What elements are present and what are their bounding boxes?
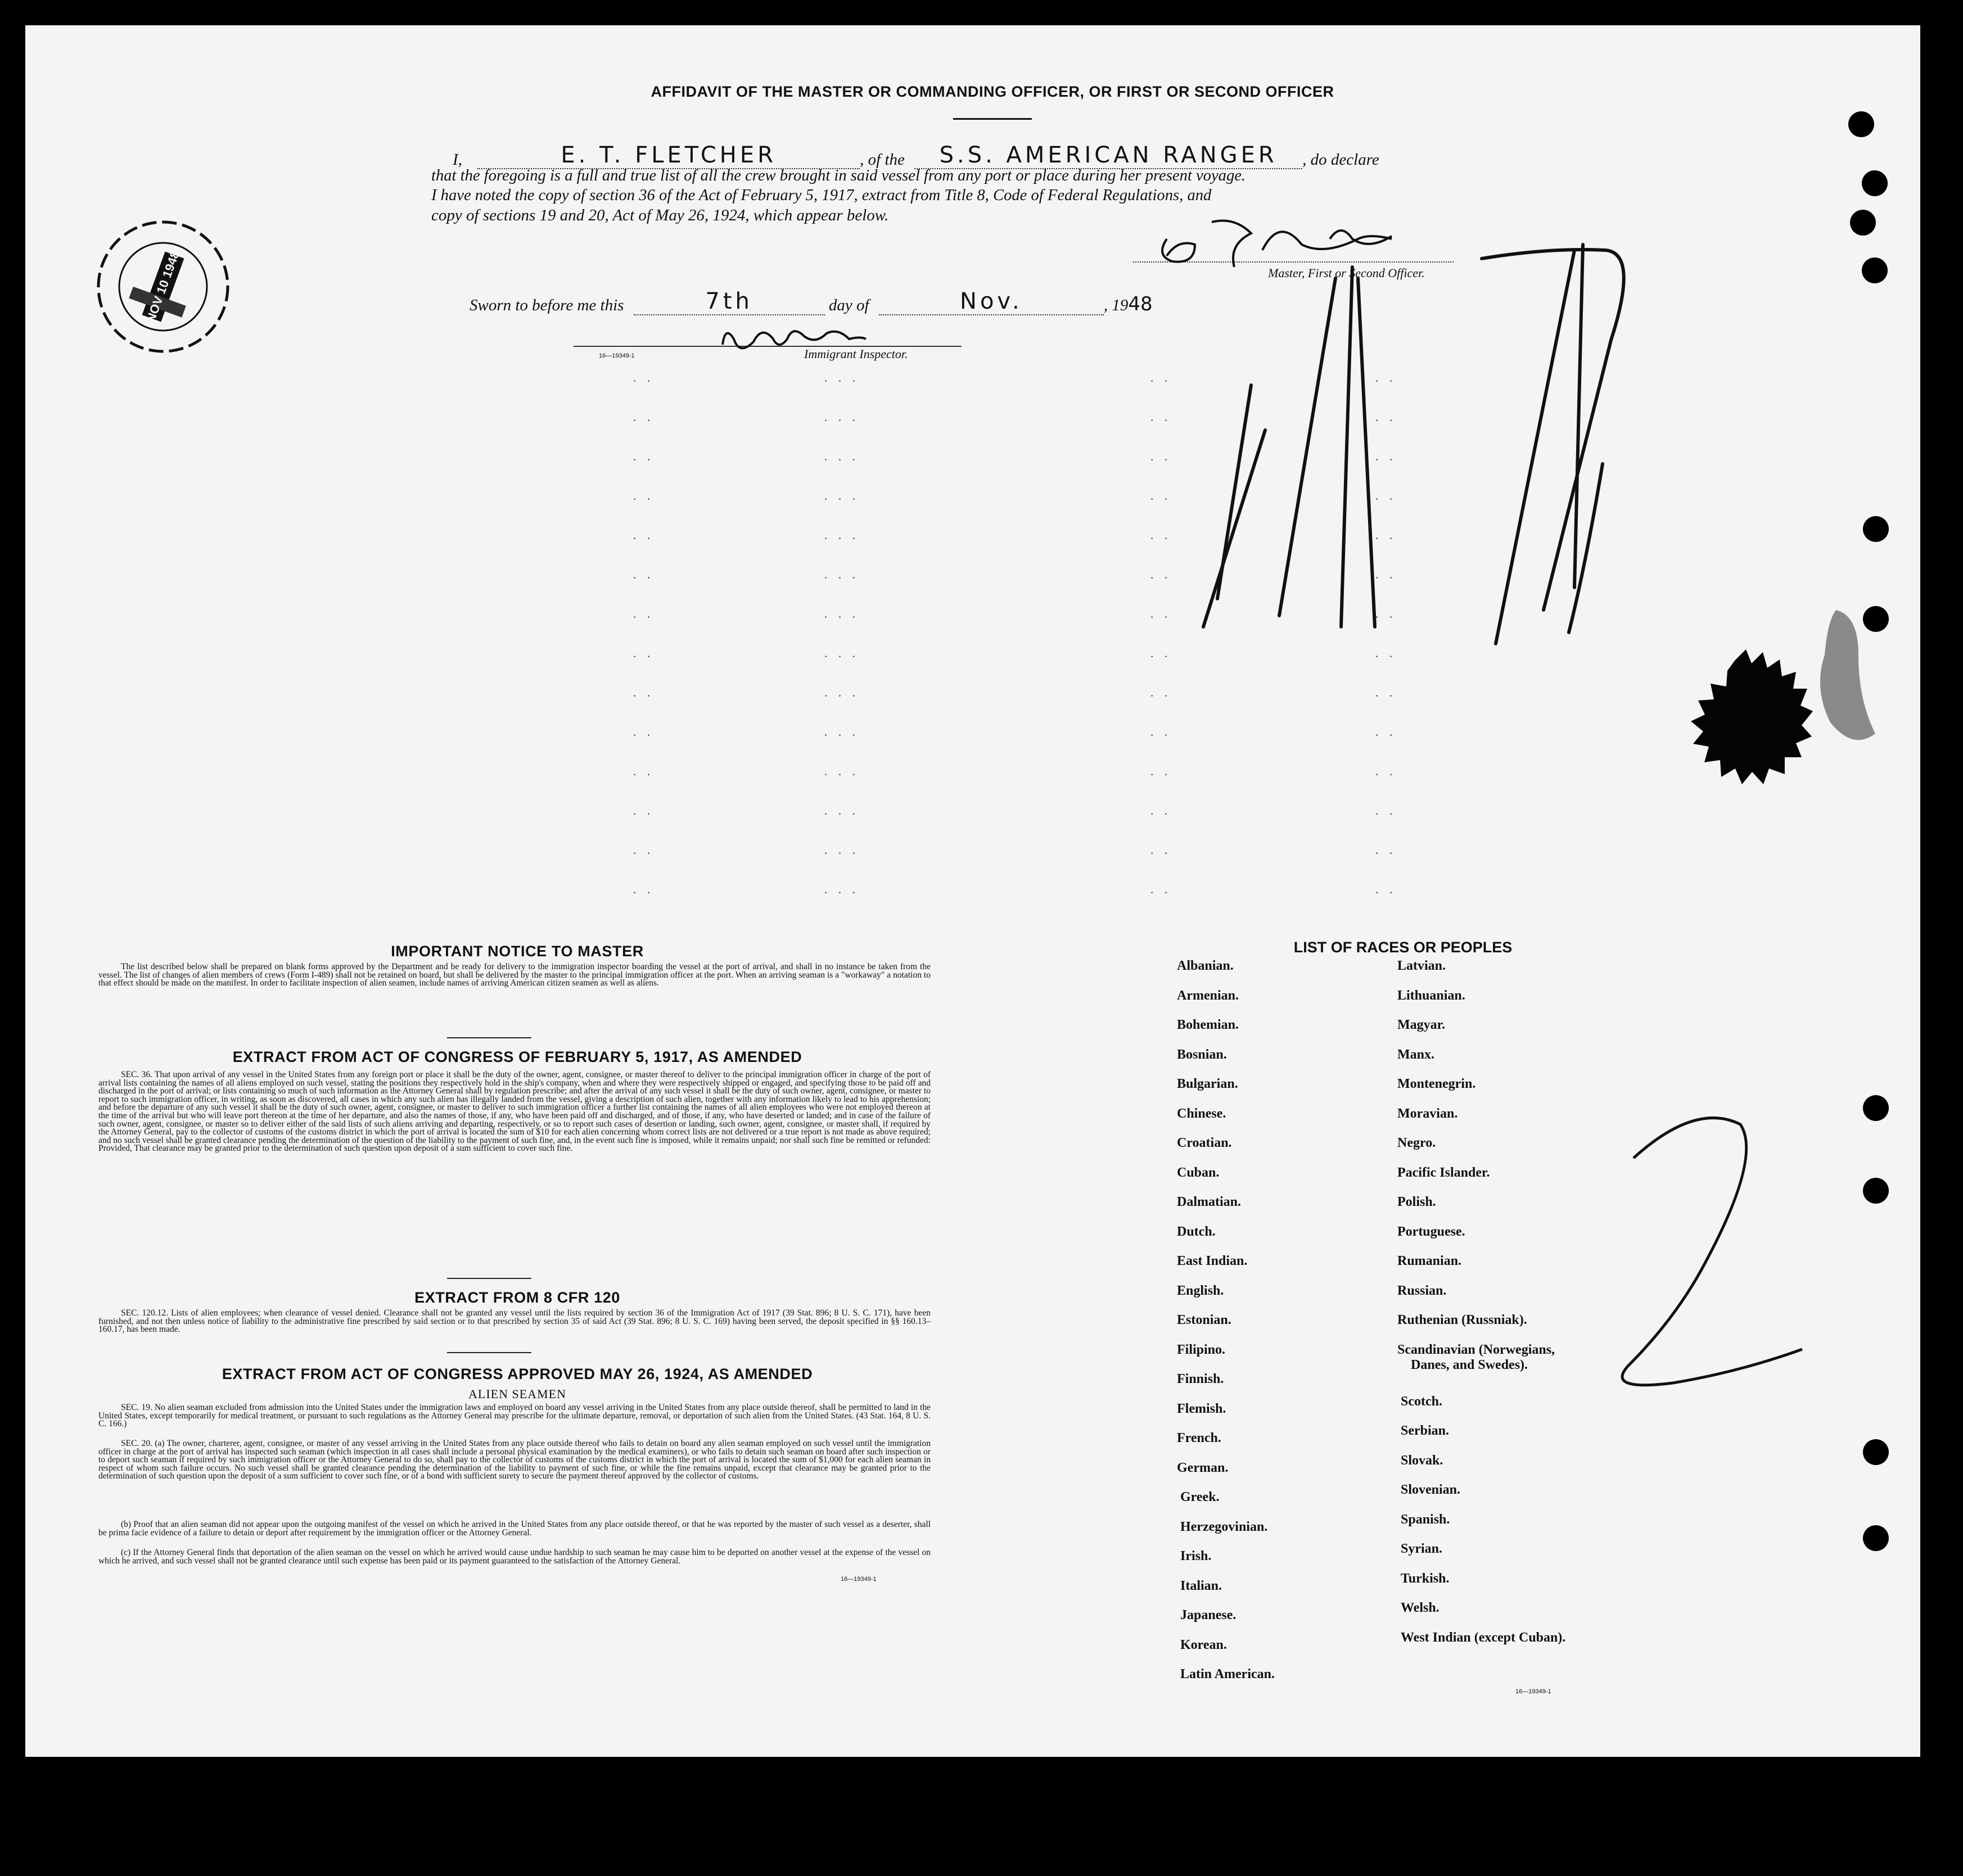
race-item: Scandinavian (Norwegians, Danes, and Swedes).: [1397, 1342, 1555, 1372]
race-item: Herzegovinian.: [1180, 1519, 1268, 1534]
extract-1924-sec20c: (c) If the Attorney General finds that deportation of the alien seaman on the vessel on which he arrived would cause undue hardship to such seaman he may cause him to be deported on another vessel at the expense of the vessel on which he arrived, and such vessel shall not be granted clearance until such expense has been paid or its payment guaranteed to the satisfaction of the Attorney General.: [98, 1548, 931, 1566]
race-item: Lithuanian.: [1397, 988, 1465, 1003]
race-item: Croatian.: [1177, 1136, 1232, 1150]
day-of-label: day of: [828, 296, 869, 314]
races-title: LIST OF RACES OR PEOPLES: [1293, 939, 1513, 956]
notary-seal-icon: [1691, 610, 1875, 784]
race-item: Greek.: [1180, 1490, 1220, 1504]
dot-guide: · · ·: [824, 453, 859, 467]
race-item: Japanese.: [1180, 1608, 1237, 1622]
stamp-date-text: NOV 10 1948: [143, 248, 183, 324]
dot-guide: · · ·: [824, 649, 859, 663]
extract-1917-body: SEC. 36. That upon arrival of any vessel in the United States from any foreign port or place it shall be the duty of the owner, agent, consignee, or master thereof to deliver to the principal immigration officer in charge of the port of arrival lists containing the names of all aliens employed on such vessel, stating the positions they respectively hold in the ship's company, when and where they were respectively shipped or engaged, and specifying those to be paid off and discharged in the port of arrival; or lists containing so much of such information as the Attorney General shall by regulation prescribe; and after the arrival of any such vessel it shall be the duty of such owner, agent, consignee, or master to report to such immigration officer, in writing, as soon as discovered, all cases in which any such alien has illegally landed from the vessel, giving a description of such alien, together with any information likely to lead to his apprehension; and before the departure of any such vessel it shall be the duty of such owner, agent, consignee, or master to deliver to such immigration officer a further list containing the names of all alien employees who were not employed thereon at the time of the arrival but who will leave port thereon at the time of her departure, and also the names of those, if any, who have been paid off and discharged, and of those, if any, who have deserted or landed; and in case of the failure of such owner, agent, consignee, or master so to deliver either of the said lists of such aliens arriving and departing, respectively, or so to report such cases of desertion or landing, such owner, agent, consignee, or master shall, if required by the Attorney General, pay to the collector of customs of the customs district in which the port of arrival is located the sum of $10 for each alien concerning whom correct lists are not delivered or a true report is not made as above required; and no such vessel shall be granted clearance pending the determination of the question of the liability to the payment of such fine, and, in the event such fine is imposed, while it remains unpaid; nor shall such fine be remitted or refunded: Provided, That clearance may be granted prior to the determination of such question upon deposit of a sum sufficient to cover such fine.: [98, 1070, 931, 1154]
handwriting-layer: [25, 25, 1920, 1757]
race-item: Portuguese.: [1397, 1224, 1465, 1239]
race-item: West Indian (except Cuban).: [1401, 1630, 1566, 1645]
i-label: I,: [453, 151, 462, 169]
race-item: Chinese.: [1177, 1106, 1226, 1121]
notice-body: The list described below shall be prepared on blank forms approved by the Department and be ready for delivery to the immigration inspector boarding the vessel at the port of arrival, and shall in no instance be taken from the vessel. The list of changes of alien members of crews (Form I-489) shall not be retained on board, but shall be delivered by the master to the principal immigration officer at the port. When an arriving seaman is a "workaway" a notation to that effect should be made on the manifest. In order to facilitate inspection of alien seamen, include names of arriving American citizen seamen as well as aliens.: [98, 962, 931, 988]
race-item: Korean.: [1180, 1637, 1227, 1652]
race-item: Syrian.: [1401, 1542, 1443, 1556]
race-item: East Indian.: [1177, 1254, 1248, 1268]
race-item: Filipino.: [1177, 1342, 1226, 1357]
dot-guide: · · ·: [824, 807, 859, 821]
race-item: Latvian.: [1397, 959, 1446, 973]
race-item: Bohemian.: [1177, 1018, 1239, 1032]
handwritten-page-number-icon: [1203, 245, 1624, 644]
race-item: Montenegrin.: [1397, 1077, 1476, 1091]
extract-1917-title: EXTRACT FROM ACT OF CONGRESS OF FEBRUARY 5, 1917, AS AMENDED: [232, 1048, 802, 1065]
dot-guide: · ·: [1150, 453, 1172, 467]
dot-guide: · ·: [1375, 728, 1397, 742]
dot-guide: · · ·: [824, 689, 859, 703]
race-item: Moravian.: [1397, 1106, 1458, 1121]
race-item: Bosnian.: [1177, 1047, 1227, 1062]
dot-guide: · ·: [1375, 374, 1397, 388]
dot-guide: · ·: [1150, 610, 1172, 624]
extract-cfr-title: EXTRACT FROM 8 CFR 120: [414, 1289, 620, 1306]
race-item: Slovenian.: [1401, 1482, 1461, 1497]
race-item: Estonian.: [1177, 1313, 1231, 1327]
race-item: Welsh.: [1401, 1601, 1439, 1615]
race-item: Dutch.: [1177, 1224, 1216, 1239]
dot-guide: · ·: [1150, 413, 1172, 427]
punch-hole: [1863, 606, 1889, 632]
punch-hole: [1848, 111, 1874, 137]
race-item: Latin American.: [1180, 1667, 1275, 1681]
race-item: Rumanian.: [1397, 1254, 1462, 1268]
dot-guide: · ·: [1375, 767, 1397, 781]
race-item: French.: [1177, 1431, 1221, 1445]
punch-hole: [1863, 1439, 1889, 1465]
dot-guide: · ·: [633, 453, 655, 467]
dot-guide: · ·: [1375, 571, 1397, 585]
dot-guide: · ·: [633, 767, 655, 781]
dot-guide: · ·: [633, 689, 655, 703]
affidavit-line-3: I have noted the copy of section 36 of the Act of February 5, 1917, extract from Title 8, Code of Federal Regulations, and: [431, 187, 1212, 204]
dot-guide: · · ·: [824, 885, 859, 899]
inspector-signature-icon: [723, 331, 866, 348]
race-item: German.: [1177, 1460, 1229, 1475]
affidavit-line-4: copy of sections 19 and 20, Act of May 26, 1924, which appear below.: [431, 206, 889, 224]
race-item: Bulgarian.: [1177, 1077, 1238, 1091]
affidavit-title: AFFIDAVIT OF THE MASTER OR COMMANDING OFFICER, OR FIRST OR SECOND OFFICER: [651, 83, 1334, 100]
vessel-name-field[interactable]: S.S. AMERICAN RANGER: [914, 142, 1302, 169]
punch-hole: [1863, 1178, 1889, 1204]
dot-guide: · ·: [633, 374, 655, 388]
extract-1924-sec20b: (b) Proof that an alien seaman did not appear upon the outgoing manifest of the vessel on which he arrived in the United States from any place outside thereof, or that he was reported by the master of such vessel as a deserter, shall be prima facie evidence of a failure to detain or deport after requirement by the immigration officer or the Attorney General.: [98, 1520, 931, 1538]
race-item: Magyar.: [1397, 1018, 1446, 1032]
dot-guide: · · ·: [824, 492, 859, 506]
dot-guide: · ·: [1150, 767, 1172, 781]
dot-guide: · ·: [633, 846, 655, 860]
race-item: Russian.: [1397, 1283, 1447, 1298]
sworn-label: Sworn to before me this: [470, 296, 624, 314]
punch-hole: [1862, 257, 1888, 283]
dot-guide: · ·: [1150, 571, 1172, 585]
extract-1924-title: EXTRACT FROM ACT OF CONGRESS APPROVED MAY 26, 1924, AS AMENDED: [222, 1366, 813, 1382]
race-item: Irish.: [1180, 1549, 1212, 1563]
dot-guide: · · ·: [824, 767, 859, 781]
race-item: Spanish.: [1401, 1512, 1450, 1527]
dot-guide: · ·: [633, 531, 655, 545]
of-the-label: , of the: [860, 151, 905, 169]
race-item: Polish.: [1397, 1195, 1436, 1209]
form-number-bottom-right: 16—19349-1: [1515, 1688, 1551, 1695]
dot-guide: · ·: [633, 649, 655, 663]
dot-guide: · · ·: [824, 728, 859, 742]
extract-cfr-body: SEC. 120.12. Lists of alien employees; when clearance of vessel denied. Clearance shall not be granted any vessel until the lists required by section 36 of the Immigration Act of 1917 (39 Stat. 896; 8 U. S. C. 171), have been furnished, and not then unless notice of liability to the administrative fine prescribed by said section or to that prescribed by section 35 of said Act (39 Stat. 896; 8 U. S. C. 169) having been served, the deposit specified in §§ 160.13–160.17, has been made.: [98, 1308, 931, 1335]
dot-guide: · ·: [633, 492, 655, 506]
dot-guide: · ·: [633, 885, 655, 899]
dot-guide: · ·: [1375, 689, 1397, 703]
officer-name-field[interactable]: E. T. FLETCHER: [477, 142, 860, 169]
handwritten-sheet-number-icon: [1622, 1118, 1802, 1385]
dot-guide: · ·: [633, 807, 655, 821]
dot-guide: · ·: [1375, 492, 1397, 506]
dot-guide: · ·: [1375, 885, 1397, 899]
dot-guide: · ·: [1150, 807, 1172, 821]
extract-1924-sec20a: SEC. 20. (a) The owner, charterer, agent, consignee, or master of any vessel arriving in the United States from any place outside thereof who fails to detain on board any alien seaman employed on such vessel until the immigration officer in charge at the port of arrival has inspected such seaman (which inspection in all cases shall include a personal physical examination by the medical examiners), or who fails to detain such seaman on board after such inspection or to deport such seaman if required by such immigration officer or the Attorney General to do so, shall pay to the collector of customs of the customs district in which the port of arrival is located the sum of $1,000 for each alien seaman in respect of whom such failure occurs. No such vessel shall be granted clearance pending the determination of the liability to payment of such fine, or while the fine remains unpaid, except that clearance may be granted prior to the determination of such question upon the deposit of a sum sufficient to cover such fine, or of a bond with sufficient surety to secure the payment thereof approved by the collector of customs.: [98, 1439, 931, 1481]
dot-guide: · ·: [633, 413, 655, 427]
master-signature-caption: Master, First or Second Officer.: [1268, 266, 1425, 280]
dot-guide: · ·: [1150, 374, 1172, 388]
sworn-month-field[interactable]: Nov.: [879, 288, 1104, 315]
race-item: Armenian.: [1177, 988, 1239, 1003]
dot-guide: · ·: [633, 571, 655, 585]
dot-guide: · ·: [633, 610, 655, 624]
form-number-top: 16—19349-1: [599, 352, 635, 359]
race-item: Turkish.: [1401, 1571, 1450, 1586]
form-number-bottom-left: 16—19349-1: [841, 1576, 877, 1583]
punch-hole: [1863, 1525, 1889, 1551]
dot-guide: · ·: [1375, 531, 1397, 545]
dot-guide: · ·: [1150, 689, 1172, 703]
race-item: Albanian.: [1177, 959, 1234, 973]
punch-hole: [1850, 210, 1876, 236]
dot-guide: · · ·: [824, 531, 859, 545]
dot-guide: · ·: [1375, 807, 1397, 821]
race-item: Manx.: [1397, 1047, 1434, 1062]
dot-guide: · · ·: [824, 413, 859, 427]
punch-hole: [1862, 170, 1888, 196]
declare-label: , do declare: [1302, 151, 1379, 169]
dot-guide: · ·: [1150, 649, 1172, 663]
dot-guide: · ·: [1150, 531, 1172, 545]
year-prefix: , 19: [1103, 296, 1129, 314]
dot-guide: · · ·: [824, 374, 859, 388]
race-item: Cuban.: [1177, 1165, 1220, 1180]
form-sheet: [25, 25, 1920, 1757]
race-item: Serbian.: [1401, 1423, 1450, 1438]
notice-title: IMPORTANT NOTICE TO MASTER: [391, 943, 644, 960]
dot-guide: · · ·: [824, 846, 859, 860]
inspector-caption: Immigrant Inspector.: [804, 347, 908, 361]
race-item: Slovak.: [1401, 1453, 1443, 1468]
dot-guide: · · ·: [824, 571, 859, 585]
race-item: Italian.: [1180, 1578, 1222, 1593]
dot-guide: · ·: [1150, 885, 1172, 899]
race-item: Pacific Islander.: [1397, 1165, 1490, 1180]
punch-hole: [1863, 516, 1889, 542]
dot-guide: · ·: [1150, 728, 1172, 742]
alien-seamen-subtitle: ALIEN SEAMEN: [468, 1387, 566, 1401]
affidavit-line-2: that the foregoing is a full and true list of all the crew brought in said vessel from any port or place during her present voyage.: [431, 167, 1246, 184]
race-item: Negro.: [1397, 1136, 1436, 1150]
dot-guide: · ·: [1375, 453, 1397, 467]
extract-1924-sec19: SEC. 19. No alien seaman excluded from admission into the United States under the immigration laws and employed on board any vessel arriving in the United States from any place outside thereof, shall be permitted to land in the United States, except temporarily for medical treatment, or pursuant to such regulations as the Attorney General may prescribe for the ultimate departure, removal, or deportation of such alien from the United States. (43 Stat. 164, 8 U. S. C. 166.): [98, 1403, 931, 1429]
race-item: Ruthenian (Russniak).: [1397, 1313, 1527, 1327]
race-item: Scotch.: [1401, 1394, 1442, 1409]
dot-guide: · ·: [1150, 492, 1172, 506]
dot-guide: · ·: [1375, 610, 1397, 624]
dot-guide: · ·: [1375, 846, 1397, 860]
dot-guide: · ·: [1375, 649, 1397, 663]
race-item: Dalmatian.: [1177, 1195, 1241, 1209]
dot-guide: · ·: [1150, 846, 1172, 860]
dot-guide: · ·: [633, 728, 655, 742]
year-suffix: 48: [1128, 293, 1153, 315]
dot-guide: · ·: [1375, 413, 1397, 427]
race-item: Finnish.: [1177, 1372, 1224, 1386]
race-item: English.: [1177, 1283, 1224, 1298]
punch-hole: [1863, 1095, 1889, 1121]
dot-guide: · · ·: [824, 610, 859, 624]
race-item: Flemish.: [1177, 1401, 1226, 1416]
sworn-day-field[interactable]: 7th: [634, 288, 825, 315]
master-signature-icon: [1162, 221, 1392, 268]
